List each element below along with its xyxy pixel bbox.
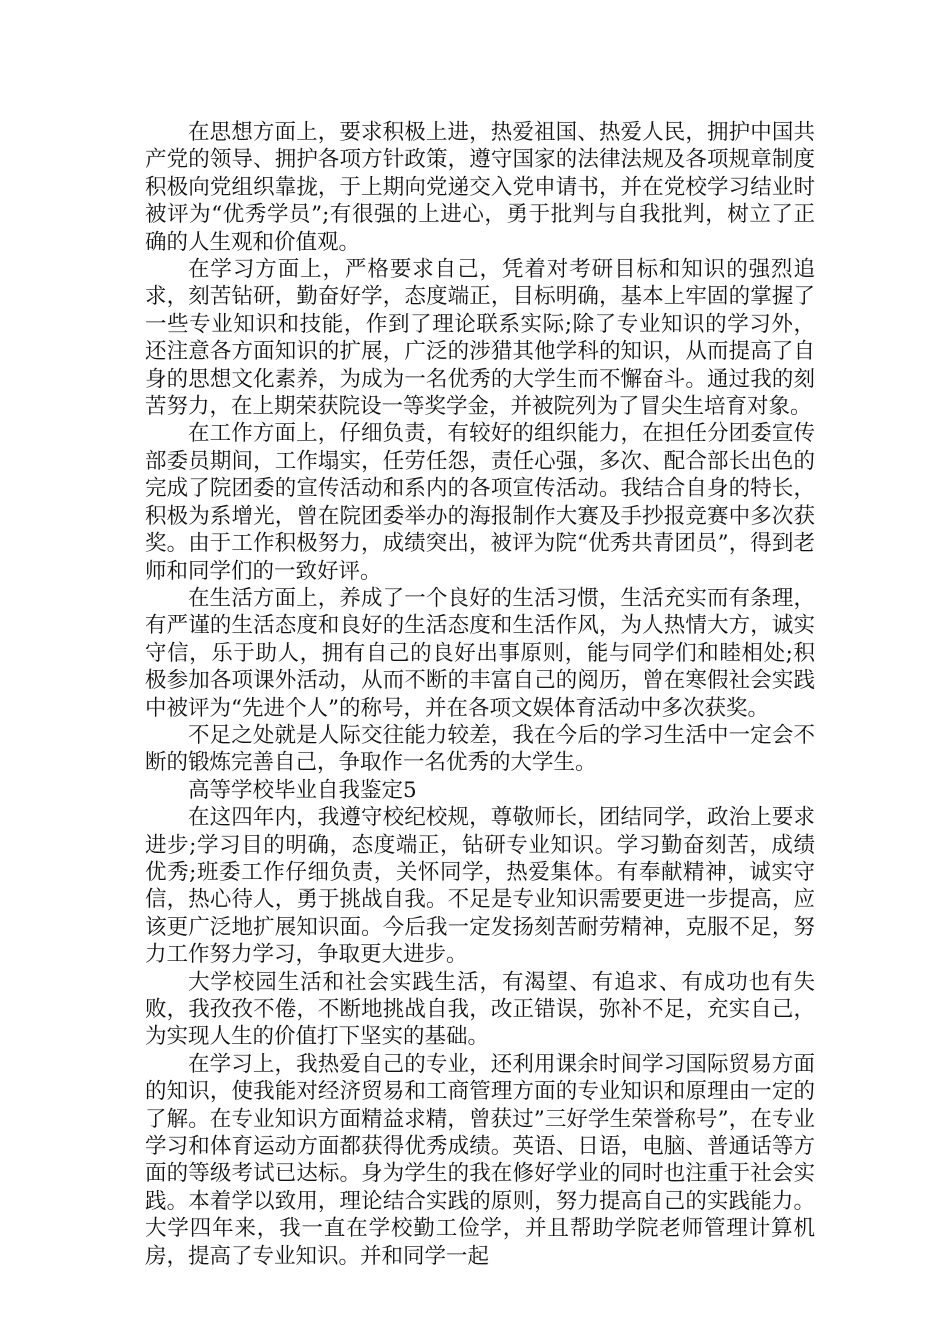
paragraph-major-study: 在学习上，我热爱自己的专业，还利用课余时间学习国际贸易方面的知识，使我能对经济贸易和工商管理方面的专业知识和原理由一定的了解。在专业知识方面精益求精，曾获过”三好学生荣誉称号”，在专业学习和体育运动方面都获得优秀成绩。英语、日语，电脑、普通话等方面的等级考试已达标。身为学生的我在修好学业的同时也注重于社会实践。本着学以致用，理论结合实践的原则，努力提高自己的实践能力。大学四年来，我一直在学校勤工俭学，并且帮助学院老师管理计算机房，提高了专业知识。并和同学一起 xyxy=(145,1051,815,1269)
paragraph-campus-life: 大学校园生活和社会实践生活，有渴望、有追求、有成功也有失败，我孜孜不倦，不断地挑战自我，改正错误，弥补不足，充实自己，为实现人生的价值打下坚实的基础。 xyxy=(145,969,815,1050)
paragraph-four-years: 在这四年内，我遵守校纪校规，尊敬师长，团结同学，政治上要求进步;学习目的明确，态度端正，钻研专业知识。学习勤奋刻苦，成绩优秀;班委工作仔细负责，关怀同学，热爱集体。有奉献精神，诚实守信，热心待人，勇于挑战自我。不足是专业知识需要更进一步提高，应该更广泛地扩展知识面。今后我一定发扬刻苦耐劳精神，克服不足，努力工作努力学习，争取更大进步。 xyxy=(145,805,815,968)
paragraph-life: 在生活方面上，养成了一个良好的生活习惯，生活充实而有条理，有严谨的生活态度和良好的生活态度和生活作风，为人热情大方，诚实守信，乐于助人，拥有自己的良好出事原则，能与同学们和睦相处;积极参加各项课外活动，从而不断的丰富自己的阅历，曾在寒假社会实践中被评为“先进个人”的称号，并在各项文娱体育活动中多次获奖。 xyxy=(145,585,815,721)
paragraph-ideology: 在思想方面上，要求积极上进，热爱祖国、热爱人民，拥护中国共产党的领导、拥护各项方针政策，遵守国家的法律法规及各项规章制度积极向党组织靠拢，于上期向党递交入党申请书，并在党校学习结业时被评为“优秀学员”;有很强的上进心，勇于批判与自我批判，树立了正确的人生观和价值观。 xyxy=(145,120,815,255)
paragraph-study: 在学习方面上，严格要求自己，凭着对考研目标和知识的强烈追求，刻苦钻研，勤奋好学，态度端正，目标明确，基本上牢固的掌握了一些专业知识和技能，作到了理论联系实际;除了专业知识的学习外，还注意各方面知识的扩展，广泛的涉猎其他学科的知识，从而提高了自身的思想文化素养，为成为一名优秀的大学生而不懈奋斗。通过我的刻苦努力，在上期荣获院设一等奖学金，并被院列为了冒尖生培育对象。 xyxy=(145,257,815,420)
document-body xyxy=(145,119,815,1270)
paragraph-work: 在工作方面上，仔细负责，有较好的组织能力，在担任分团委宣传部委员期间，工作塌实，任劳任怨，责任心强，多次、配合部长出色的完成了院团委的宣传活动和系内的各项宣传活动。我结合自身的特长，积极为系增光，曾在院团委举办的海报制作大赛及手抄报竞赛中多次获奖。由于工作积极努力，成绩突出，被评为院“优秀共青团员”，得到老师和同学们的一致好评。 xyxy=(145,421,815,584)
section-heading: 高等学校毕业自我鉴定5 xyxy=(188,777,417,803)
paragraph-shortcomings: 不足之处就是人际交往能力较差，我在今后的学习生活中一定会不断的锻炼完善自己，争取作一名优秀的大学生。 xyxy=(145,722,815,776)
